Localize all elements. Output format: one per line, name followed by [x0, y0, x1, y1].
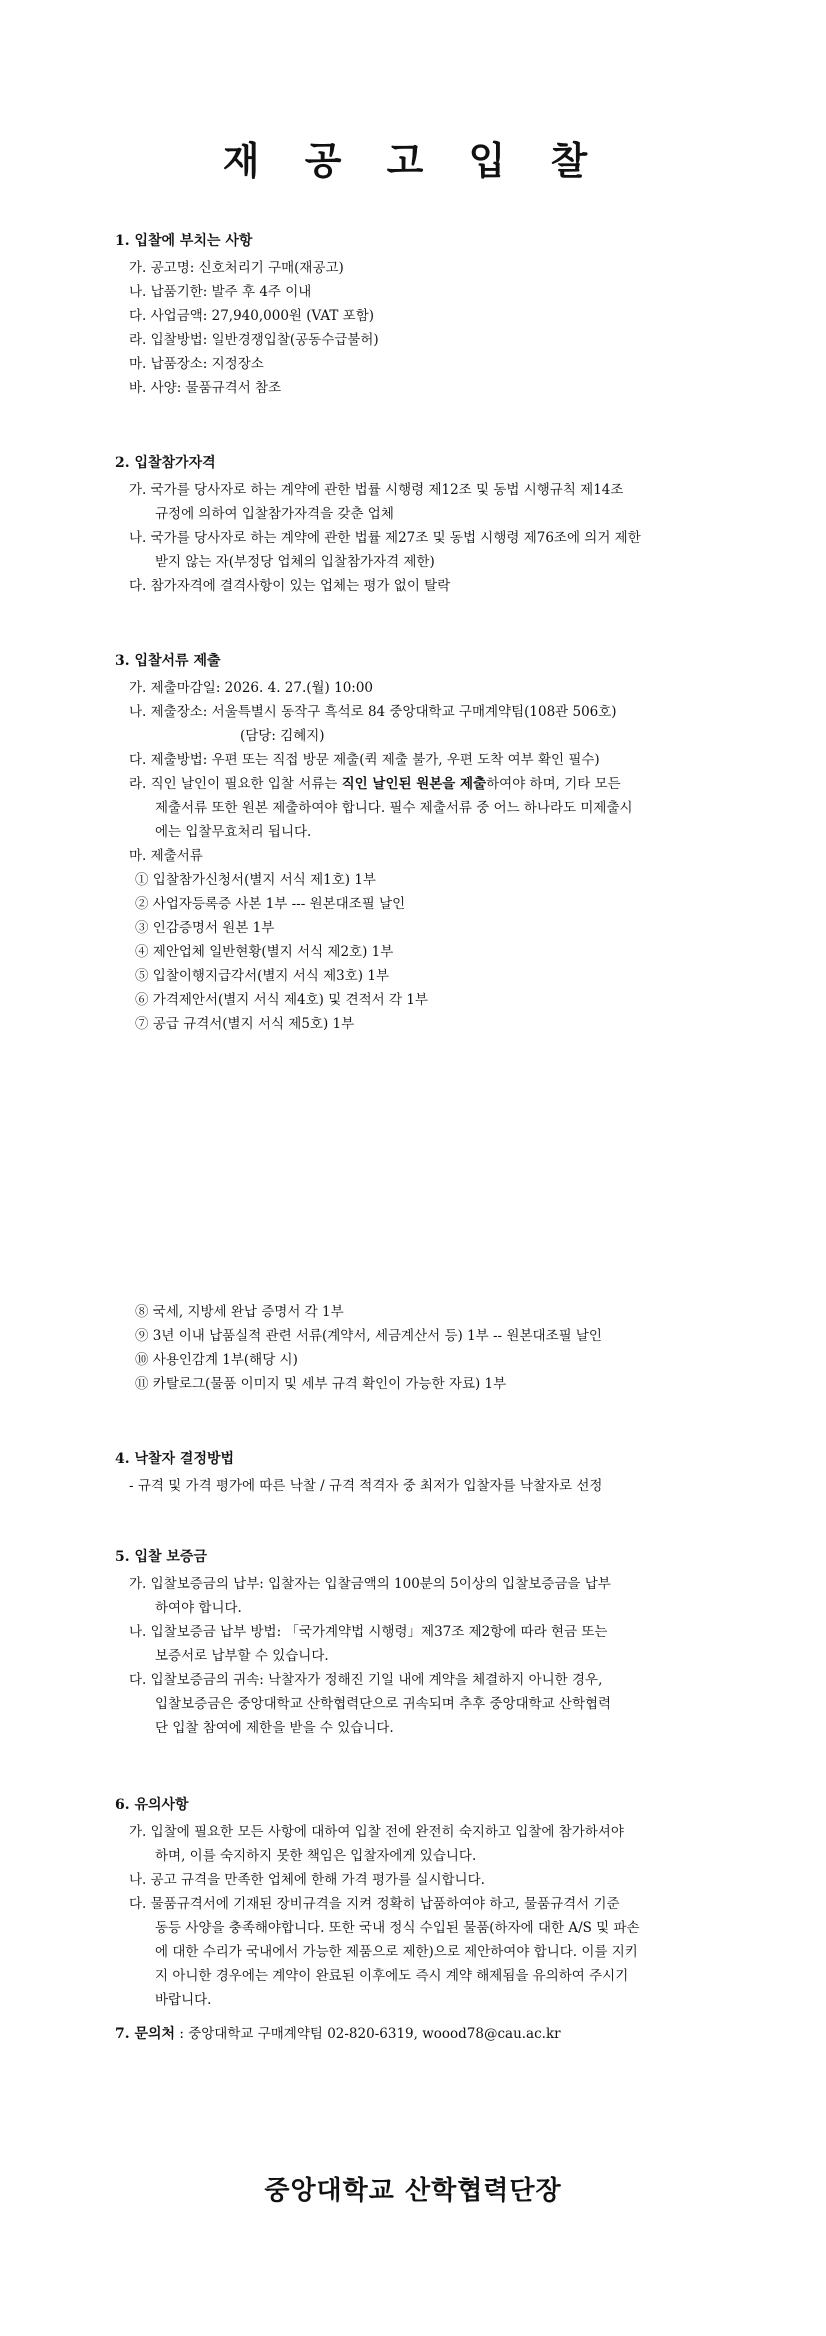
doc-item: ⑤ 입찰이행지급각서(별지 서식 제3호) 1부 — [135, 968, 389, 984]
list-item-cont: 보증서로 납부할 수 있습니다. — [155, 1648, 329, 1664]
section-contact — [115, 2022, 561, 2043]
list-item: 마. 제출서류 — [129, 848, 203, 864]
doc-item: ② 사업자등록증 사본 1부 --- 원본대조필 날인 — [135, 896, 406, 912]
notice-title: 재 공 고 입 찰 — [222, 138, 604, 183]
section-heading: 4. 낙찰자 결정방법 — [115, 1451, 235, 1467]
section-heading: 6. 유의사항 — [115, 1797, 189, 1813]
section-heading: 2. 입찰참가자격 — [115, 455, 216, 471]
list-item-cont: 동등 사양을 충족해야합니다. 또한 국내 정식 수입된 물품(하자에 대한 A/S 및 파손 — [155, 1920, 640, 1936]
section-award-method — [115, 1448, 755, 1498]
list-item-cont: 에 대한 수리가 국내에서 가능한 제품으로 제한)으로 제안하여야 합니다. 이를 지키 — [155, 1944, 638, 1960]
list-item: 가. 국가를 당사자로 하는 계약에 관한 법률 시행령 제12조 및 동법 시행규칙 제14조 — [129, 482, 624, 498]
contact-label: 7. 문의처 — [115, 2026, 176, 2042]
issuer-signature: 중앙대학교 산학협력단장 — [264, 2176, 562, 2206]
list-item-cont: 입찰보증금은 중앙대학교 산학협력단으로 귀속되며 추후 중앙대학교 산학협력 — [155, 1696, 612, 1712]
list-item-cont: 하며, 이를 숙지하지 못한 책임은 입찰자에게 있습니다. — [155, 1848, 477, 1864]
list-item-cont: 바랍니다. — [155, 1992, 212, 2008]
doc-item: ④ 제안업체 일반현황(별지 서식 제2호) 1부 — [135, 944, 394, 960]
contact-info: : 중앙대학교 구매계약팀 02-820-6319, woood78@cau.ac.kr — [179, 2026, 561, 2042]
list-item: 다. 사업금액: 27,940,000원 (VAT 포함) — [129, 308, 375, 324]
list-item: 나. 공고 규격을 만족한 업체에 한해 가격 평가를 실시합니다. — [129, 1872, 485, 1888]
list-item-cont: 규정에 의하여 입찰참가자격을 갖춘 업체 — [155, 506, 394, 522]
list-item: 다. 참가자격에 결격사항이 있는 업체는 평가 없이 탈락 — [129, 578, 451, 594]
list-item: 가. 입찰에 필요한 모든 사항에 대하여 입찰 전에 완전히 숙지하고 입찰에 참가하셔야 — [129, 1824, 624, 1840]
list-item-cont: 제출서류 또한 원본 제출하여야 합니다. 필수 제출서류 중 어느 하나라도 미제출시 — [155, 800, 633, 816]
doc-item: ⑪ 카탈로그(물품 이미지 및 세부 규격 확인이 가능한 자료) 1부 — [135, 1376, 507, 1392]
doc-item: ⑧ 국세, 지방세 완납 증명서 각 1부 — [135, 1304, 344, 1320]
list-item: 다. 물품규격서에 기재된 장비규격을 지켜 정확히 납품하여야 하고, 물품규격서 기준 — [129, 1896, 620, 1912]
section-notes — [115, 1794, 755, 2012]
list-item: 다. 제출방법: 우편 또는 직접 방문 제출(퀵 제출 불가, 우편 도착 여부 확인 필수) — [129, 752, 600, 768]
list-item: 나. 국가를 당사자로 하는 계약에 관한 법률 제27조 및 동법 시행령 제76조에 의거 제한 — [129, 530, 641, 546]
doc-item: ① 입찰참가신청서(별지 서식 제1호) 1부 — [135, 872, 376, 888]
list-item-cont: 에는 입찰무효처리 됩니다. — [155, 824, 312, 840]
contact-person: (담당: 김혜지) — [240, 728, 325, 744]
list-item: 바. 사양: 물품규격서 참조 — [129, 380, 282, 396]
section-documents-continued — [115, 1300, 755, 1396]
list-item: 다. 입찰보증금의 귀속: 낙찰자가 정해진 기일 내에 계약을 체결하지 아니한 경우, — [129, 1672, 603, 1688]
list-item: 가. 입찰보증금의 납부: 입찰자는 입찰금액의 100분의 5이상의 입찰보증금을 납부 — [129, 1576, 611, 1592]
list-item: 라. 입찰방법: 일반경쟁입찰(공동수급불허) — [129, 332, 379, 348]
doc-item: ⑦ 공급 규격서(별지 서식 제5호) 1부 — [135, 1016, 355, 1032]
section-bid-items — [115, 230, 755, 400]
section-heading: 1. 입찰에 부치는 사항 — [115, 233, 253, 249]
list-item: 나. 입찰보증금 납부 방법: 「국가계약법 시행령」제37조 제2항에 따라 현금 또는 — [129, 1624, 608, 1640]
list-item-cont: 지 아니한 경우에는 계약이 완료된 이후에도 즉시 계약 해제됨을 유의하여 주시기 — [155, 1968, 629, 1984]
list-item: 나. 납품기한: 발주 후 4주 이내 — [129, 284, 312, 300]
section-heading: 5. 입찰 보증금 — [115, 1549, 207, 1565]
doc-item: ③ 인감증명서 원본 1부 — [135, 920, 275, 936]
doc-item: ⑨ 3년 이내 납품실적 관련 서류(계약서, 세금계산서 등) 1부 -- 원본대조필 날인 — [135, 1328, 602, 1344]
text-segment: 라. 직인 날인이 필요한 입찰 서류는 — [129, 776, 342, 792]
doc-item: ⑩ 사용인감계 1부(해당 시) — [135, 1352, 298, 1368]
list-item — [115, 772, 755, 796]
emphasis-text: 직인 날인된 원본을 제출 — [341, 776, 487, 792]
list-item: 마. 납품장소: 지정장소 — [129, 356, 264, 372]
list-item: 가. 공고명: 신호처리기 구매(재공고) — [129, 260, 344, 276]
section-documents — [115, 650, 755, 1036]
list-item-cont: 받지 않는 자(부정당 업체의 입찰참가자격 제한) — [155, 554, 435, 570]
section-bid-bond — [115, 1546, 755, 1740]
list-item-cont: 하여야 합니다. — [155, 1600, 242, 1616]
section-qualification — [115, 452, 755, 598]
list-item: 가. 제출마감일: 2026. 4. 27.(월) 10:00 — [129, 680, 374, 696]
list-item: - 규격 및 가격 평가에 따른 낙찰 / 규격 적격자 중 최저가 입찰자를 낙찰자로 선정 — [129, 1478, 603, 1494]
list-item-cont: 단 입찰 참여에 제한을 받을 수 있습니다. — [155, 1720, 394, 1736]
list-item: 나. 제출장소: 서울특별시 동작구 흑석로 84 중앙대학교 구매계약팀(108관 506호) — [129, 704, 617, 720]
doc-item: ⑥ 가격제안서(별지 서식 제4호) 및 견적서 각 1부 — [135, 992, 428, 1008]
section-heading: 3. 입찰서류 제출 — [115, 653, 221, 669]
text-segment: 하여야 하며, 기타 모든 — [486, 776, 621, 792]
